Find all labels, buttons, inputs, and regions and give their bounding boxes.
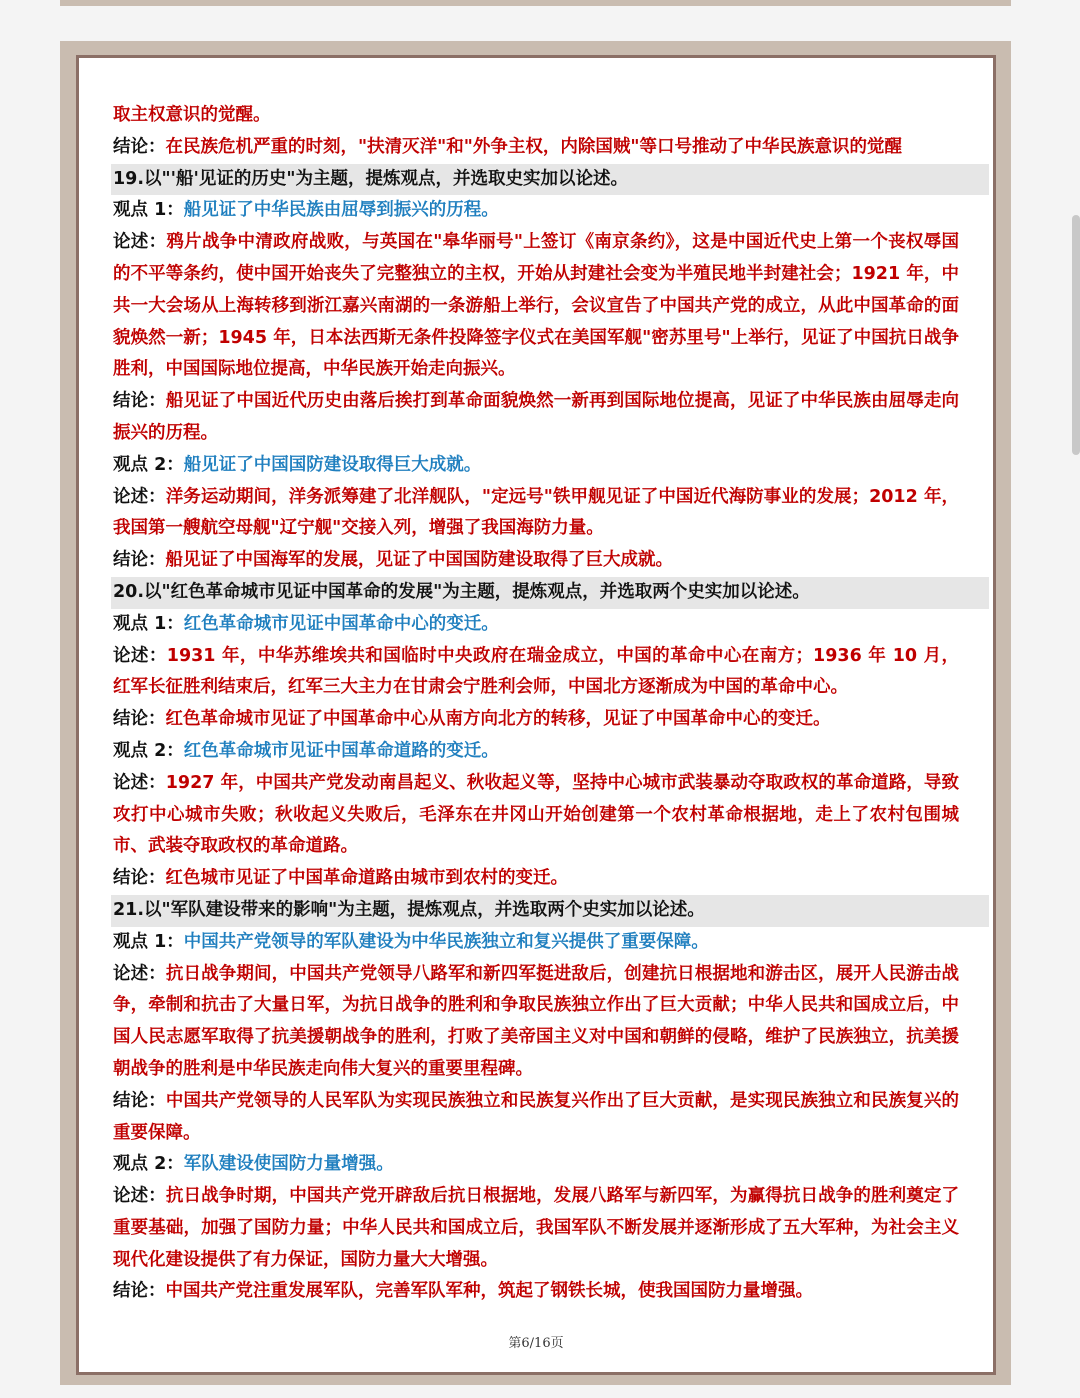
argument-label: 论述：	[113, 772, 166, 793]
conclusion-label: 结论：	[113, 709, 166, 730]
conclusion	[113, 704, 959, 736]
argument-label: 论述：	[113, 645, 167, 666]
viewpoint	[113, 609, 959, 641]
argument	[113, 1181, 959, 1276]
viewpoint-label: 观点 2：	[113, 740, 184, 761]
viewpoint	[113, 736, 959, 768]
viewpoint-text: 红色革命城市见证中国革命道路的变迁。	[183, 740, 499, 761]
viewpoint-label: 观点 1：	[113, 931, 184, 952]
argument	[113, 227, 959, 386]
viewpoint	[113, 195, 959, 227]
question-20: 20.以"红色革命城市见证中国革命的发展"为主题，提炼观点，并选取两个史实加以论述。	[111, 577, 989, 609]
conclusion-label: 结论：	[113, 136, 166, 157]
viewpoint-text: 船见证了中华民族由屈辱到振兴的历程。	[183, 200, 499, 221]
argument-label: 论述：	[113, 232, 167, 253]
conclusion-text: 红色革命城市见证了中国革命中心从南方向北方的转移，见证了中国革命中心的变迁。	[165, 709, 831, 730]
argument-text: 鸦片战争中清政府战败，与英国在"皋华丽号"上签订《南京条约》，这是中国近代史上第一个丧权辱国的不平等条约，使中国开始丧失了完整独立的主权，开始从封建社会变为半殖民地半封建社会；1921 年，中共一大会场从上海转移到浙江嘉兴南湖的一条游船上举行，会议宣告了中国共产党的成立，从此中国革命的面貌焕然一新；1945 年，日本法西斯无条件投降签字仪式在美国军舰"密苏里号"上举行，见证了中国抗日战争胜利，中国国际地位提高，中华民族开始走向振兴。	[113, 232, 960, 380]
document-page	[83, 62, 989, 1368]
argument-text: 抗日战争时期，中国共产党开辟敌后抗日根据地，发展八路军与新四军，为赢得抗日战争的胜利奠定了重要基础，加强了国防力量；中华人民共和国成立后，我国军队不断发展并逐渐形成了五大军种，为社会主义现代化建设提供了有力保证，国防力量大大增强。	[113, 1186, 960, 1270]
conclusion-label: 结论：	[113, 868, 166, 889]
page-content	[113, 100, 959, 1308]
viewpoint-label: 观点 1：	[113, 613, 184, 634]
viewpoint	[113, 1149, 959, 1181]
conclusion-text: 中国共产党领导的人民军队为实现民族独立和民族复兴作出了巨大贡献，是实现民族独立和民族复兴的重要保障。	[113, 1090, 960, 1143]
viewpoint-text: 中国共产党领导的军队建设为中华民族独立和复兴提供了重要保障。	[183, 931, 709, 952]
question-21: 21.以"军队建设带来的影响"为主题，提炼观点，并选取两个史实加以论述。	[111, 895, 989, 927]
argument-label: 论述：	[113, 1186, 166, 1207]
conclusion	[113, 545, 959, 577]
argument-label: 论述：	[113, 486, 166, 507]
viewpoint-label: 观点 1：	[113, 200, 184, 221]
question-19: 19.以"'船'见证的历史"为主题，提炼观点，并选取史实加以论述。	[111, 164, 989, 196]
argument	[113, 641, 959, 705]
conclusion	[113, 863, 959, 895]
viewpoint-text: 军队建设使国防力量增强。	[183, 1154, 394, 1175]
conclusion	[113, 386, 959, 450]
conclusion-text: 红色城市见证了中国革命道路由城市到农村的变迁。	[165, 868, 568, 889]
viewpoint-text: 红色革命城市见证中国革命中心的变迁。	[183, 613, 499, 634]
viewpoint-label: 观点 2：	[113, 454, 184, 475]
conclusion-label: 结论：	[113, 1090, 166, 1111]
viewpoint-label: 观点 2：	[113, 1154, 184, 1175]
argument	[113, 959, 959, 1086]
page-number: 第6/16页	[508, 1336, 564, 1351]
argument-text: 抗日战争期间，中国共产党领导八路军和新四军挺进敌后，创建抗日根据地和游击区，展开人民游击战争，牵制和抗击了大量日军，为抗日战争的胜利和争取民族独立作出了巨大贡献；中华人民共和国成立后，中国人民志愿军取得了抗美援朝战争的胜利，打败了美帝国主义对中国和朝鲜的侵略，维护了民族独立，抗美援朝战争的胜利是中华民族走向伟大复兴的重要里程碑。	[113, 963, 960, 1079]
viewpoint-text: 船见证了中国国防建设取得巨大成就。	[183, 454, 482, 475]
conclusion-text: 船见证了中国近代历史由落后挨打到革命面貌焕然一新再到国际地位提高，见证了中华民族由屈辱走向振兴的历程。	[113, 391, 960, 443]
argument-text: 洋务运动期间，洋务派筹建了北洋舰队，"定远号"铁甲舰见证了中国近代海防事业的发展；2012 年，我国第一艘航空母舰"辽宁舰"交接入列，增强了我国海防力量。	[113, 486, 960, 539]
scrollbar-thumb[interactable]	[1072, 215, 1080, 455]
conclusion-text: 中国共产党注重发展军队，完善军队军种，筑起了钢铁长城，使我国国防力量增强。	[165, 1281, 813, 1302]
conclusion	[113, 1086, 959, 1150]
conclusion-label: 结论：	[113, 550, 166, 571]
argument-text: 1931 年，中华苏维埃共和国临时中央政府在瑞金成立，中国的革命中心在南方；1936 年 10 月，红军长征胜利结束后，红军三大主力在甘肃会宁胜利会师，中国北方逐渐成为中国的革命中心。	[113, 645, 960, 698]
conclusion-label: 结论：	[113, 1281, 166, 1302]
viewpoint	[113, 927, 959, 959]
argument-label: 论述：	[113, 963, 166, 984]
conclusion-text: 船见证了中国海军的发展，见证了中国国防建设取得了巨大成就。	[165, 550, 673, 571]
conclusion	[113, 1276, 959, 1308]
conclusion	[113, 132, 959, 164]
argument	[113, 482, 959, 546]
conclusion-label: 结论：	[113, 391, 166, 412]
argument	[113, 768, 959, 863]
text-line: 取主权意识的觉醒。	[113, 105, 271, 125]
viewpoint	[113, 450, 959, 482]
previous-page-edge	[60, 0, 1011, 6]
conclusion-text: 在民族危机严重的时刻，"扶清灭洋"和"外争主权，内除国贼"等口号推动了中华民族意识的觉醒	[165, 136, 902, 157]
argument-text: 1927 年，中国共产党发动南昌起义、秋收起义等，坚持中心城市武装暴动夺取政权的革命道路，导致攻打中心城市失败；秋收起义失败后，毛泽东在井冈山开始创建第一个农村革命根据地，走上了农村包围城市、武装夺取政权的革命道路。	[113, 772, 960, 857]
